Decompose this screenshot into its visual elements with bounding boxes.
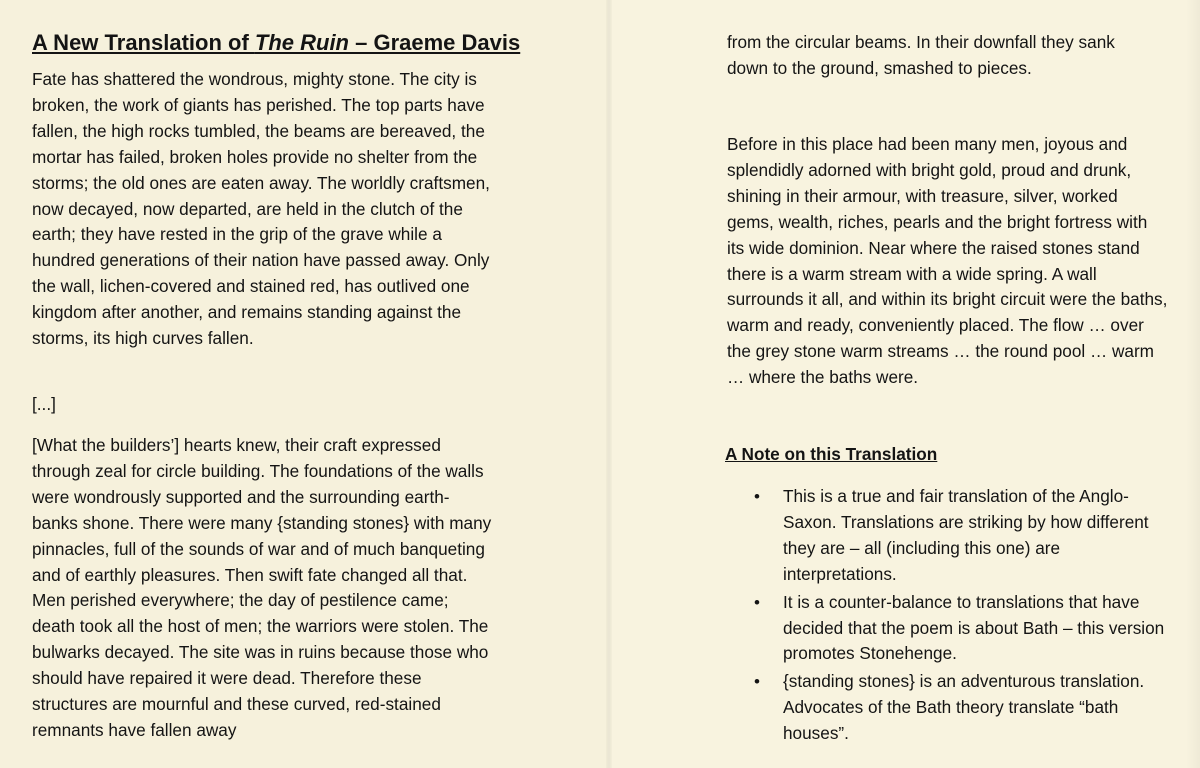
bullet-icon: • (754, 592, 760, 612)
page-fold (606, 0, 612, 768)
translation-paragraph-1: Fate has shattered the wondrous, mighty stone. The city is broken, the work of giants has perished. The top parts have fallen, the high rocks tumbled, the beams are bereaved, the mortar has failed, broken holes provide no shelter from the storms; the old ones are eaten away. The worldly craftsmen, now decayed, now departed, are held in the clutch of the earth; they have rested in the grip of the grave while a hundred generations of their nation have passed away. Only the wall, lichen-covered and stained red, has outlived one kingdom after another, and remains standing against the storms, its high curves fallen. (32, 69, 490, 349)
right-page (608, 0, 1200, 768)
translation-continuation: from the circular beams. In their downfall they sank down to the ground, smashed to pieces. (727, 32, 1115, 78)
omission-marker: [...] (32, 394, 56, 414)
note-text: It is a counter-balance to translations that have decided that the poem is about Bath – this version promotes Stonehenge. (783, 591, 1165, 664)
translation-paragraph-2: [What the builders’] hearts knew, their craft expressed through zeal for circle building. The foundations of the walls were wondrously supported and the surrounding earth-banks shone. There were many {standing stones} with many pinnacles, full of the sounds of war and of much banqueting and of earthly pleasures. Then swift fate changed all that. Men perished everywhere; the day of pestilence came; death took all the host of men; the warriors were stolen. The bulwarks decayed. The site was in ruins because those who should have repaired it were dead. Therefore these structures are mournful and these curved, red-stained remnants have fallen away (32, 435, 492, 740)
note-heading: A Note on this Translation (725, 444, 938, 464)
note-list (752, 484, 1172, 749)
title-author: – Graeme Davis (349, 30, 521, 55)
note-text: {standing stones} is an adventurous translation. Advocates of the Bath theory translate “bath houses”. (783, 671, 1145, 744)
list-item (752, 590, 1172, 668)
bullet-icon: • (754, 487, 760, 506)
translation-paragraph-3: Before in this place had been many men, joyous and splendidly adorned with bright gold, proud and drunk, shining in their armour, with treasure, silver, worked gems, wealth, riches, pearls and the bright fortress with its wide dominion. Near where the raised stones stand there is a warm stream with a wide spring. A wall surrounds it all, and within its bright circuit were the baths, warm and ready, conveniently placed. The flow … over the grey stone warm streams … the round pool … warm … where the baths were. (727, 134, 1168, 388)
page-title (32, 30, 520, 56)
list-item (752, 484, 1172, 588)
bullet-icon: • (754, 672, 760, 692)
page-edge-shadow (1186, 0, 1200, 768)
note-text: This is a true and fair translation of the Anglo-Saxon. Translations are striking by how different they are – all (including this one) are interpretations. (783, 486, 1149, 584)
title-poem-name: The Ruin (254, 30, 349, 55)
title-prefix: A New Translation of (32, 30, 255, 55)
list-item (752, 669, 1172, 747)
